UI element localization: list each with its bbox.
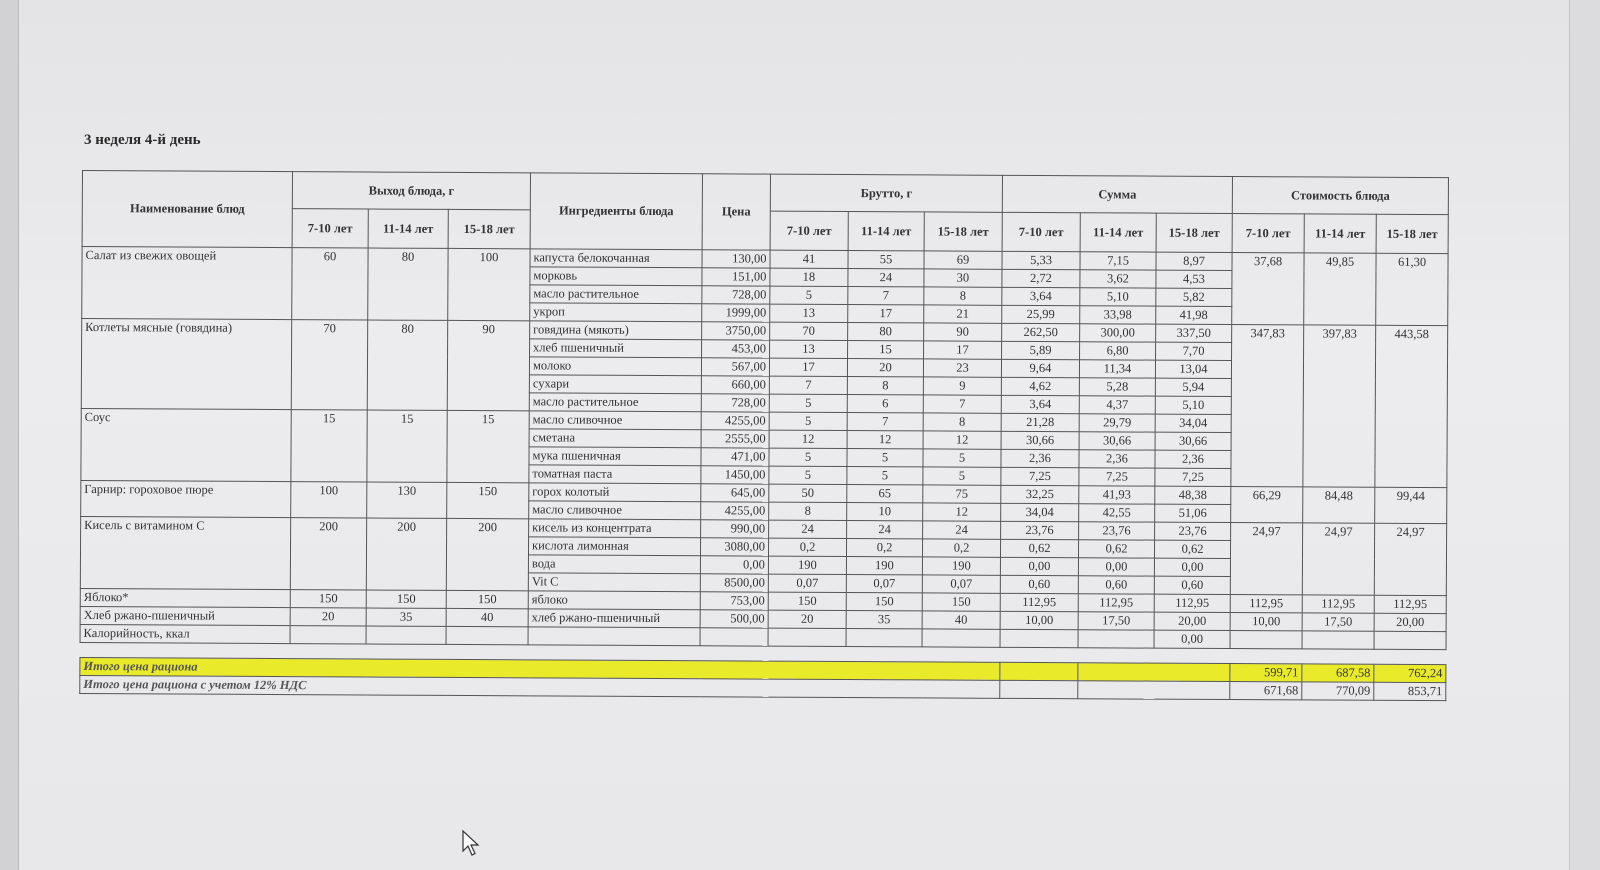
brutto-11-14-cell: 8 xyxy=(847,377,923,395)
brutto-7-10-cell: 5 xyxy=(769,466,847,484)
cost-11-14-cell xyxy=(1302,631,1374,649)
cost-15-18-cell: 443,58 xyxy=(1375,325,1448,487)
sum-15-18-cell: 7,25 xyxy=(1155,468,1231,486)
output-11-14-cell: 150 xyxy=(366,590,446,608)
sum-11-14-cell: 6,80 xyxy=(1080,342,1156,360)
brutto-11-14-cell: 190 xyxy=(846,557,922,575)
brutto-15-18-cell: 90 xyxy=(924,323,1002,341)
sum-15-18-cell: 51,06 xyxy=(1155,504,1231,522)
brutto-11-14-cell: 24 xyxy=(848,269,924,287)
cost-7-10-cell: 37,68 xyxy=(1232,253,1304,325)
ingredient-cell: Vit C xyxy=(528,573,700,592)
dish-name-cell: Яблоко* xyxy=(80,588,290,607)
brutto-15-18-cell: 69 xyxy=(924,251,1002,269)
brutto-15-18-cell: 5 xyxy=(923,467,1001,485)
brutto-7-10-cell: 17 xyxy=(769,358,847,376)
brutto-15-18-cell: 8 xyxy=(924,287,1002,305)
sum-11-14-cell: 7,15 xyxy=(1080,252,1156,270)
brutto-11-14-cell: 6 xyxy=(847,395,923,413)
header-age-group: 11-14 лет xyxy=(848,212,924,251)
cost-11-14-cell: 397,83 xyxy=(1303,325,1376,487)
price-cell: 130,00 xyxy=(702,250,770,268)
sum-15-18-cell: 0,62 xyxy=(1154,540,1230,558)
cost-11-14-cell: 24,97 xyxy=(1302,523,1374,595)
price-cell: 753,00 xyxy=(700,592,768,610)
brutto-15-18-cell: 8 xyxy=(923,413,1001,431)
brutto-7-10-cell: 5 xyxy=(769,448,847,466)
sum-15-18-cell: 7,70 xyxy=(1156,342,1232,360)
sum-7-10-cell: 34,04 xyxy=(1001,503,1079,521)
brutto-11-14-cell: 65 xyxy=(847,485,923,503)
total-vat-15-18: 853,71 xyxy=(1374,682,1446,700)
brutto-15-18-cell: 40 xyxy=(922,611,1000,629)
header-age-group: 7-10 лет xyxy=(292,209,368,248)
brutto-15-18-cell: 12 xyxy=(923,431,1001,449)
price-cell: 728,00 xyxy=(701,394,769,412)
output-7-10-cell: 150 xyxy=(290,590,366,608)
cost-7-10-cell: 112,95 xyxy=(1230,595,1302,613)
ingredient-cell: горох колотый xyxy=(529,483,701,502)
brutto-15-18-cell: 21 xyxy=(924,305,1002,323)
sum-11-14-cell: 23,76 xyxy=(1079,522,1155,540)
brutto-7-10-cell: 8 xyxy=(769,502,847,520)
ingredient-cell: масло сливочное xyxy=(529,501,701,520)
sum-7-10-cell: 0,62 xyxy=(1000,539,1078,557)
brutto-7-10-cell: 5 xyxy=(769,412,847,430)
brutto-15-18-cell: 0,2 xyxy=(922,539,1000,557)
sum-7-10-cell: 9,64 xyxy=(1001,359,1079,377)
total-ration-11-14: 687,58 xyxy=(1302,664,1374,682)
ingredient-cell: кислота лимонная xyxy=(528,537,700,556)
price-cell: 990,00 xyxy=(701,520,769,538)
ingredient-cell xyxy=(528,627,700,646)
header-age-group: 15-18 лет xyxy=(1376,214,1448,253)
dish-name-cell: Соус xyxy=(81,408,291,481)
ingredient-cell: сухари xyxy=(529,375,701,394)
output-15-18-cell: 200 xyxy=(446,518,528,590)
total-vat-label: Итого цена рациона с учетом 12% НДС xyxy=(80,675,1000,698)
brutto-11-14-cell: 150 xyxy=(846,593,922,611)
brutto-11-14-cell: 12 xyxy=(847,431,923,449)
header-age-group: 15-18 лет xyxy=(448,209,530,248)
sum-15-18-cell: 5,10 xyxy=(1155,396,1231,414)
header-ingredients: Ингредиенты блюда xyxy=(530,173,702,250)
sum-15-18-cell: 13,04 xyxy=(1155,360,1231,378)
menu-table-body xyxy=(80,247,1448,650)
header-sum: Сумма xyxy=(1002,175,1232,213)
sum-7-10-cell xyxy=(1000,629,1078,647)
header-age-group: 15-18 лет xyxy=(1156,213,1232,252)
header-age-group: 7-10 лет xyxy=(1002,212,1080,251)
sum-7-10-cell: 5,89 xyxy=(1002,341,1080,359)
price-cell: 151,00 xyxy=(702,268,770,286)
sum-15-18-cell: 4,53 xyxy=(1156,270,1232,288)
brutto-11-14-cell: 5 xyxy=(847,467,923,485)
output-11-14-cell: 80 xyxy=(367,320,447,410)
brutto-11-14-cell: 24 xyxy=(847,521,923,539)
ingredient-cell: мука пшеничная xyxy=(529,447,701,466)
sum-15-18-cell: 0,00 xyxy=(1154,558,1230,576)
sum-11-14-cell: 33,98 xyxy=(1080,306,1156,324)
output-11-14-cell: 200 xyxy=(366,518,446,590)
output-7-10-cell: 200 xyxy=(290,518,366,590)
sum-11-14-cell: 17,50 xyxy=(1078,612,1154,630)
sum-15-18-cell: 5,94 xyxy=(1155,378,1231,396)
cost-11-14-cell: 17,50 xyxy=(1302,613,1374,631)
brutto-7-10-cell: 18 xyxy=(770,268,848,286)
output-15-18-cell: 100 xyxy=(448,248,530,320)
brutto-7-10-cell: 20 xyxy=(768,610,846,628)
header-age-group: 15-18 лет xyxy=(924,212,1002,251)
sum-11-14-cell: 0,60 xyxy=(1078,576,1154,594)
ingredient-cell: хлеб пшеничный xyxy=(530,339,702,358)
header-dish-name: Наименование блюд xyxy=(82,171,292,248)
cost-7-10-cell: 10,00 xyxy=(1230,613,1302,631)
price-cell: 8500,00 xyxy=(700,574,768,592)
brutto-11-14-cell: 80 xyxy=(848,323,924,341)
output-11-14-cell: 130 xyxy=(367,482,447,518)
sum-7-10-cell: 32,25 xyxy=(1001,485,1079,503)
header-age-group: 11-14 лет xyxy=(1304,214,1376,253)
brutto-11-14-cell: 0,2 xyxy=(846,539,922,557)
sum-15-18-cell: 2,36 xyxy=(1155,450,1231,468)
cost-7-10-cell: 24,97 xyxy=(1230,523,1302,595)
brutto-7-10-cell: 50 xyxy=(769,484,847,502)
cost-7-10-cell: 66,29 xyxy=(1231,487,1303,523)
mouse-cursor-icon xyxy=(462,830,480,856)
brutto-11-14-cell: 7 xyxy=(847,413,923,431)
sum-11-14-cell: 41,93 xyxy=(1079,486,1155,504)
sum-11-14-cell: 29,79 xyxy=(1079,414,1155,432)
sum-11-14-cell: 0,62 xyxy=(1078,540,1154,558)
price-cell: 660,00 xyxy=(701,376,769,394)
price-cell: 645,00 xyxy=(701,484,769,502)
menu-cost-table xyxy=(79,170,1449,701)
header-output: Выход блюда, г xyxy=(292,172,530,210)
sum-15-18-cell: 5,82 xyxy=(1156,288,1232,306)
cost-11-14-cell: 49,85 xyxy=(1304,253,1376,325)
brutto-7-10-cell: 12 xyxy=(769,430,847,448)
sum-11-14-cell: 300,00 xyxy=(1080,324,1156,342)
output-7-10-cell: 15 xyxy=(291,410,367,482)
price-cell xyxy=(700,628,768,646)
cost-15-18-cell: 61,30 xyxy=(1376,253,1448,325)
ingredient-cell: масло растительное xyxy=(529,393,701,412)
output-7-10-cell: 70 xyxy=(291,320,367,410)
header-brutto: Брутто, г xyxy=(770,174,1002,212)
ingredient-cell: масло сливочное xyxy=(529,411,701,430)
price-cell: 500,00 xyxy=(700,610,768,628)
ingredient-cell: яблоко xyxy=(528,591,700,610)
ingredient-cell: вода xyxy=(528,555,700,574)
brutto-15-18-cell: 150 xyxy=(922,593,1000,611)
monitor-bezel-right xyxy=(1569,0,1600,870)
price-cell: 3750,00 xyxy=(702,322,770,340)
brutto-15-18-cell: 75 xyxy=(923,485,1001,503)
sum-11-14-cell: 5,10 xyxy=(1080,288,1156,306)
brutto-11-14-cell: 55 xyxy=(848,251,924,269)
cost-15-18-cell: 112,95 xyxy=(1374,595,1446,613)
sum-7-10-cell: 3,64 xyxy=(1001,395,1079,413)
brutto-7-10-cell: 0,07 xyxy=(768,574,846,592)
price-cell: 0,00 xyxy=(700,556,768,574)
cost-11-14-cell: 84,48 xyxy=(1303,487,1375,523)
output-15-18-cell: 40 xyxy=(446,608,528,626)
brutto-7-10-cell: 7 xyxy=(769,376,847,394)
cost-15-18-cell: 99,44 xyxy=(1375,487,1447,523)
sum-15-18-cell: 112,95 xyxy=(1154,594,1230,612)
ingredient-cell: морковь xyxy=(530,267,702,286)
dish-name-cell: Салат из свежих овощей xyxy=(82,247,292,320)
output-15-18-cell xyxy=(446,626,528,644)
sum-7-10-cell: 3,64 xyxy=(1002,287,1080,305)
brutto-11-14-cell: 35 xyxy=(846,611,922,629)
cost-7-10-cell: 347,83 xyxy=(1231,325,1304,487)
brutto-15-18-cell: 190 xyxy=(922,557,1000,575)
brutto-15-18-cell: 30 xyxy=(924,269,1002,287)
output-15-18-cell: 150 xyxy=(447,482,529,518)
sum-15-18-cell: 23,76 xyxy=(1155,522,1231,540)
price-cell: 4255,00 xyxy=(701,412,769,430)
dish-name-cell: Котлеты мясные (говядина) xyxy=(81,319,291,410)
dish-name-cell: Кисель с витамином С xyxy=(80,516,290,589)
document-title: 3 неделя 4-й день xyxy=(84,132,201,148)
brutto-15-18-cell xyxy=(922,629,1000,647)
price-cell: 728,00 xyxy=(702,286,770,304)
brutto-15-18-cell: 7 xyxy=(923,395,1001,413)
sum-7-10-cell: 21,28 xyxy=(1001,413,1079,431)
sum-11-14-cell: 4,37 xyxy=(1079,396,1155,414)
brutto-15-18-cell: 0,07 xyxy=(922,575,1000,593)
brutto-7-10-cell: 70 xyxy=(770,322,848,340)
sum-7-10-cell: 25,99 xyxy=(1002,305,1080,323)
sum-11-14-cell: 112,95 xyxy=(1078,594,1154,612)
header-price: Цена xyxy=(702,174,770,250)
sum-11-14-cell: 2,36 xyxy=(1079,450,1155,468)
sum-7-10-cell: 30,66 xyxy=(1001,431,1079,449)
sum-11-14-cell: 30,66 xyxy=(1079,432,1155,450)
output-7-10-cell xyxy=(290,626,366,644)
brutto-7-10-cell: 5 xyxy=(770,286,848,304)
output-7-10-cell: 20 xyxy=(290,608,366,626)
sum-11-14-cell xyxy=(1078,630,1154,648)
brutto-15-18-cell: 5 xyxy=(923,449,1001,467)
price-cell: 2555,00 xyxy=(701,430,769,448)
total-ration-7-10: 599,71 xyxy=(1230,664,1302,682)
sum-15-18-cell: 41,98 xyxy=(1156,306,1232,324)
sum-15-18-cell: 30,66 xyxy=(1155,432,1231,450)
sum-15-18-cell: 34,04 xyxy=(1155,414,1231,432)
brutto-15-18-cell: 24 xyxy=(923,521,1001,539)
brutto-11-14-cell: 15 xyxy=(848,341,924,359)
sum-15-18-cell: 20,00 xyxy=(1154,612,1230,630)
brutto-7-10-cell: 0,2 xyxy=(768,538,846,556)
ingredient-cell: масло растительное xyxy=(530,285,702,304)
ingredient-cell: капуста белокочанная xyxy=(530,249,702,268)
total-blank-cell xyxy=(1078,681,1230,700)
sum-7-10-cell: 7,25 xyxy=(1001,467,1079,485)
ingredient-cell: томатная паста xyxy=(529,465,701,484)
price-cell: 4255,00 xyxy=(701,502,769,520)
sum-15-18-cell: 0,00 xyxy=(1154,630,1230,648)
header-age-group: 7-10 лет xyxy=(770,211,848,250)
brutto-7-10-cell: 41 xyxy=(770,250,848,268)
header-age-group: 7-10 лет xyxy=(1232,214,1304,253)
output-11-14-cell: 15 xyxy=(367,410,447,482)
brutto-11-14-cell: 7 xyxy=(848,287,924,305)
sum-11-14-cell: 0,00 xyxy=(1078,558,1154,576)
price-cell: 567,00 xyxy=(701,358,769,376)
output-7-10-cell: 60 xyxy=(292,248,368,320)
brutto-7-10-cell: 150 xyxy=(768,592,846,610)
brutto-15-18-cell: 9 xyxy=(923,377,1001,395)
output-11-14-cell xyxy=(366,626,446,644)
price-cell: 1450,00 xyxy=(701,466,769,484)
sum-7-10-cell: 2,72 xyxy=(1002,269,1080,287)
ingredient-cell: кисель из концентрата xyxy=(529,519,701,538)
monitor-bezel-left xyxy=(0,0,19,870)
sum-7-10-cell: 0,00 xyxy=(1000,557,1078,575)
output-15-18-cell: 90 xyxy=(447,320,529,410)
cost-15-18-cell xyxy=(1374,631,1446,649)
sum-7-10-cell: 10,00 xyxy=(1000,611,1078,629)
sum-11-14-cell: 42,55 xyxy=(1079,504,1155,522)
sum-15-18-cell: 48,38 xyxy=(1155,486,1231,504)
total-blank-cell xyxy=(1000,662,1078,680)
sum-11-14-cell: 3,62 xyxy=(1080,270,1156,288)
dish-name-cell: Хлеб ржано-пшеничный xyxy=(80,606,290,625)
sum-7-10-cell: 4,62 xyxy=(1001,377,1079,395)
output-11-14-cell: 80 xyxy=(368,248,448,320)
sum-7-10-cell: 112,95 xyxy=(1000,593,1078,611)
sum-7-10-cell: 23,76 xyxy=(1001,521,1079,539)
sum-11-14-cell: 5,28 xyxy=(1079,378,1155,396)
sum-11-14-cell: 11,34 xyxy=(1079,360,1155,378)
sum-15-18-cell: 8,97 xyxy=(1156,252,1232,270)
brutto-11-14-cell xyxy=(846,629,922,647)
ingredient-cell: молоко xyxy=(529,357,701,376)
price-cell: 3080,00 xyxy=(700,538,768,556)
brutto-11-14-cell: 20 xyxy=(847,359,923,377)
brutto-7-10-cell: 190 xyxy=(768,556,846,574)
total-blank-cell xyxy=(1000,680,1078,698)
output-11-14-cell: 35 xyxy=(366,608,446,626)
sum-7-10-cell: 0,60 xyxy=(1000,575,1078,593)
brutto-7-10-cell: 13 xyxy=(770,304,848,322)
cost-15-18-cell: 24,97 xyxy=(1374,523,1446,595)
total-blank-cell xyxy=(1078,663,1230,682)
cost-7-10-cell xyxy=(1230,631,1302,649)
brutto-11-14-cell: 0,07 xyxy=(846,575,922,593)
ingredient-cell: говядина (мякоть) xyxy=(530,321,702,340)
ingredient-cell: хлеб ржано-пшеничный xyxy=(528,609,700,628)
ingredient-cell: укроп xyxy=(530,303,702,322)
header-age-group: 11-14 лет xyxy=(1080,213,1156,252)
menu-table-container xyxy=(79,170,1449,701)
brutto-15-18-cell: 23 xyxy=(923,359,1001,377)
header-cost: Стоимость блюда xyxy=(1232,177,1448,215)
brutto-11-14-cell: 17 xyxy=(848,305,924,323)
sum-11-14-cell: 7,25 xyxy=(1079,468,1155,486)
dish-name-cell: Калорийность, ккал xyxy=(80,624,290,643)
cost-11-14-cell: 112,95 xyxy=(1302,595,1374,613)
total-vat-11-14: 770,09 xyxy=(1302,682,1374,700)
price-cell: 471,00 xyxy=(701,448,769,466)
ingredient-cell: сметана xyxy=(529,429,701,448)
totals-section xyxy=(80,642,1446,700)
brutto-11-14-cell: 10 xyxy=(847,503,923,521)
total-ration-15-18: 762,24 xyxy=(1374,664,1446,682)
brutto-7-10-cell xyxy=(768,628,846,646)
output-15-18-cell: 15 xyxy=(447,410,529,482)
output-7-10-cell: 100 xyxy=(291,482,367,518)
dish-name-cell: Гарнир: гороховое пюре xyxy=(81,480,291,517)
sum-15-18-cell: 337,50 xyxy=(1156,324,1232,342)
brutto-7-10-cell: 13 xyxy=(770,340,848,358)
brutto-7-10-cell: 5 xyxy=(769,394,847,412)
total-vat-7-10: 671,68 xyxy=(1230,682,1302,700)
brutto-7-10-cell: 24 xyxy=(769,520,847,538)
total-ration-label: Итого цена рациона xyxy=(80,657,1000,680)
sum-7-10-cell: 5,33 xyxy=(1002,251,1080,269)
brutto-15-18-cell: 17 xyxy=(924,341,1002,359)
sum-7-10-cell: 2,36 xyxy=(1001,449,1079,467)
brutto-11-14-cell: 5 xyxy=(847,449,923,467)
output-15-18-cell: 150 xyxy=(446,590,528,608)
cost-15-18-cell: 20,00 xyxy=(1374,613,1446,631)
price-cell: 1999,00 xyxy=(702,304,770,322)
price-cell: 453,00 xyxy=(702,340,770,358)
header-age-group: 11-14 лет xyxy=(368,209,448,248)
brutto-15-18-cell: 12 xyxy=(923,503,1001,521)
sum-7-10-cell: 262,50 xyxy=(1002,323,1080,341)
sum-15-18-cell: 0,60 xyxy=(1154,576,1230,594)
